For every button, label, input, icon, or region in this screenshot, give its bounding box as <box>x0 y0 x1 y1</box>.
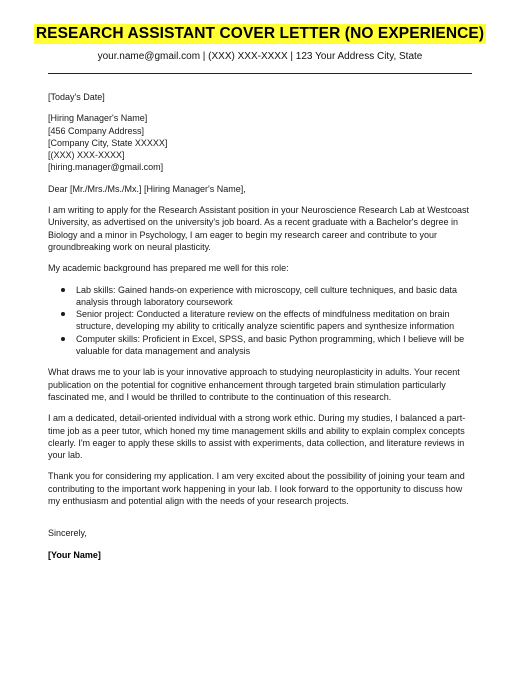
recipient-email: [hiring.manager@gmail.com] <box>48 162 164 173</box>
list-item: Lab skills: Gained hands-on experience with microscopy, cell culture techniques, and basic data analysis through laboratory coursework <box>76 284 474 309</box>
letter-body <box>48 91 474 561</box>
recipient-phone: [(XXX) XXX-XXXX] <box>48 150 125 161</box>
recipient-street: [456 Company Address] <box>48 125 145 136</box>
document-title: RESEARCH ASSISTANT COVER LETTER (NO EXPERIENCE) <box>35 25 485 42</box>
background-intro: My academic background has prepared me well for this role: <box>48 263 289 274</box>
signature: [Your Name] <box>48 549 101 560</box>
list-item: Computer skills: Proficient in Excel, SPSS, and basic Python programming, which I believe will be valuable for data management and analysis <box>76 333 474 358</box>
intro-paragraph: I am writing to apply for the Research Assistant position in your Neuroscience Research Lab at Westcoast University, as advertised on the university's job board. As a recent graduate with a Bachelor's degree in Biology and a minor in Psychology, I am eager to begin my research career and contribute to your groundbreaking work on neural plasticity. <box>48 205 470 252</box>
header-divider <box>48 73 472 74</box>
list-item: Senior project: Conducted a literature review on the effects of mindfulness meditation on brain structure, developing my ability to critically analyze scientific papers and synthesize information <box>76 308 474 333</box>
contact-info: your.name@gmail.com | (XXX) XXX-XXXX | 123 Your Address City, State <box>97 51 423 62</box>
title-container <box>0 24 520 44</box>
recipient-name: [Hiring Manager's Name] <box>48 113 148 124</box>
closing-line: Sincerely, <box>48 528 87 539</box>
recipient-city: [Company City, State XXXXX] <box>48 137 168 148</box>
letter-date: [Today's Date] <box>48 92 105 102</box>
salutation: Dear [Mr./Mrs./Ms./Mx.] [Hiring Manager's Name], <box>48 183 246 194</box>
skills-list <box>48 284 474 358</box>
closing-paragraph: Thank you for considering my application. I am very excited about the possibility of joining your team and contributing to the important work happening in your lab. I look forward to the opportunity to discuss how my enthusiasm and potential align with the needs of your research projects. <box>48 471 465 507</box>
recipient-address <box>48 112 474 173</box>
character-paragraph: I am a dedicated, detail-oriented individual with a strong work ethic. During my studies, I balanced a part-time job as a peer tutor, which honed my time management skills and ability to explain complex concepts clearly. I'm eager to apply these skills to assist with experiments, data collection, and literature reviews in your lab. <box>48 413 466 461</box>
interest-paragraph: What draws me to your lab is your innovative approach to studying neuroplasticity in adults. Your recent publication on the potential for cognitive enhancement through targeted brain stimulation particularly fascinated me, and I would be thrilled to contribute to the continuation of this research. <box>48 367 460 402</box>
